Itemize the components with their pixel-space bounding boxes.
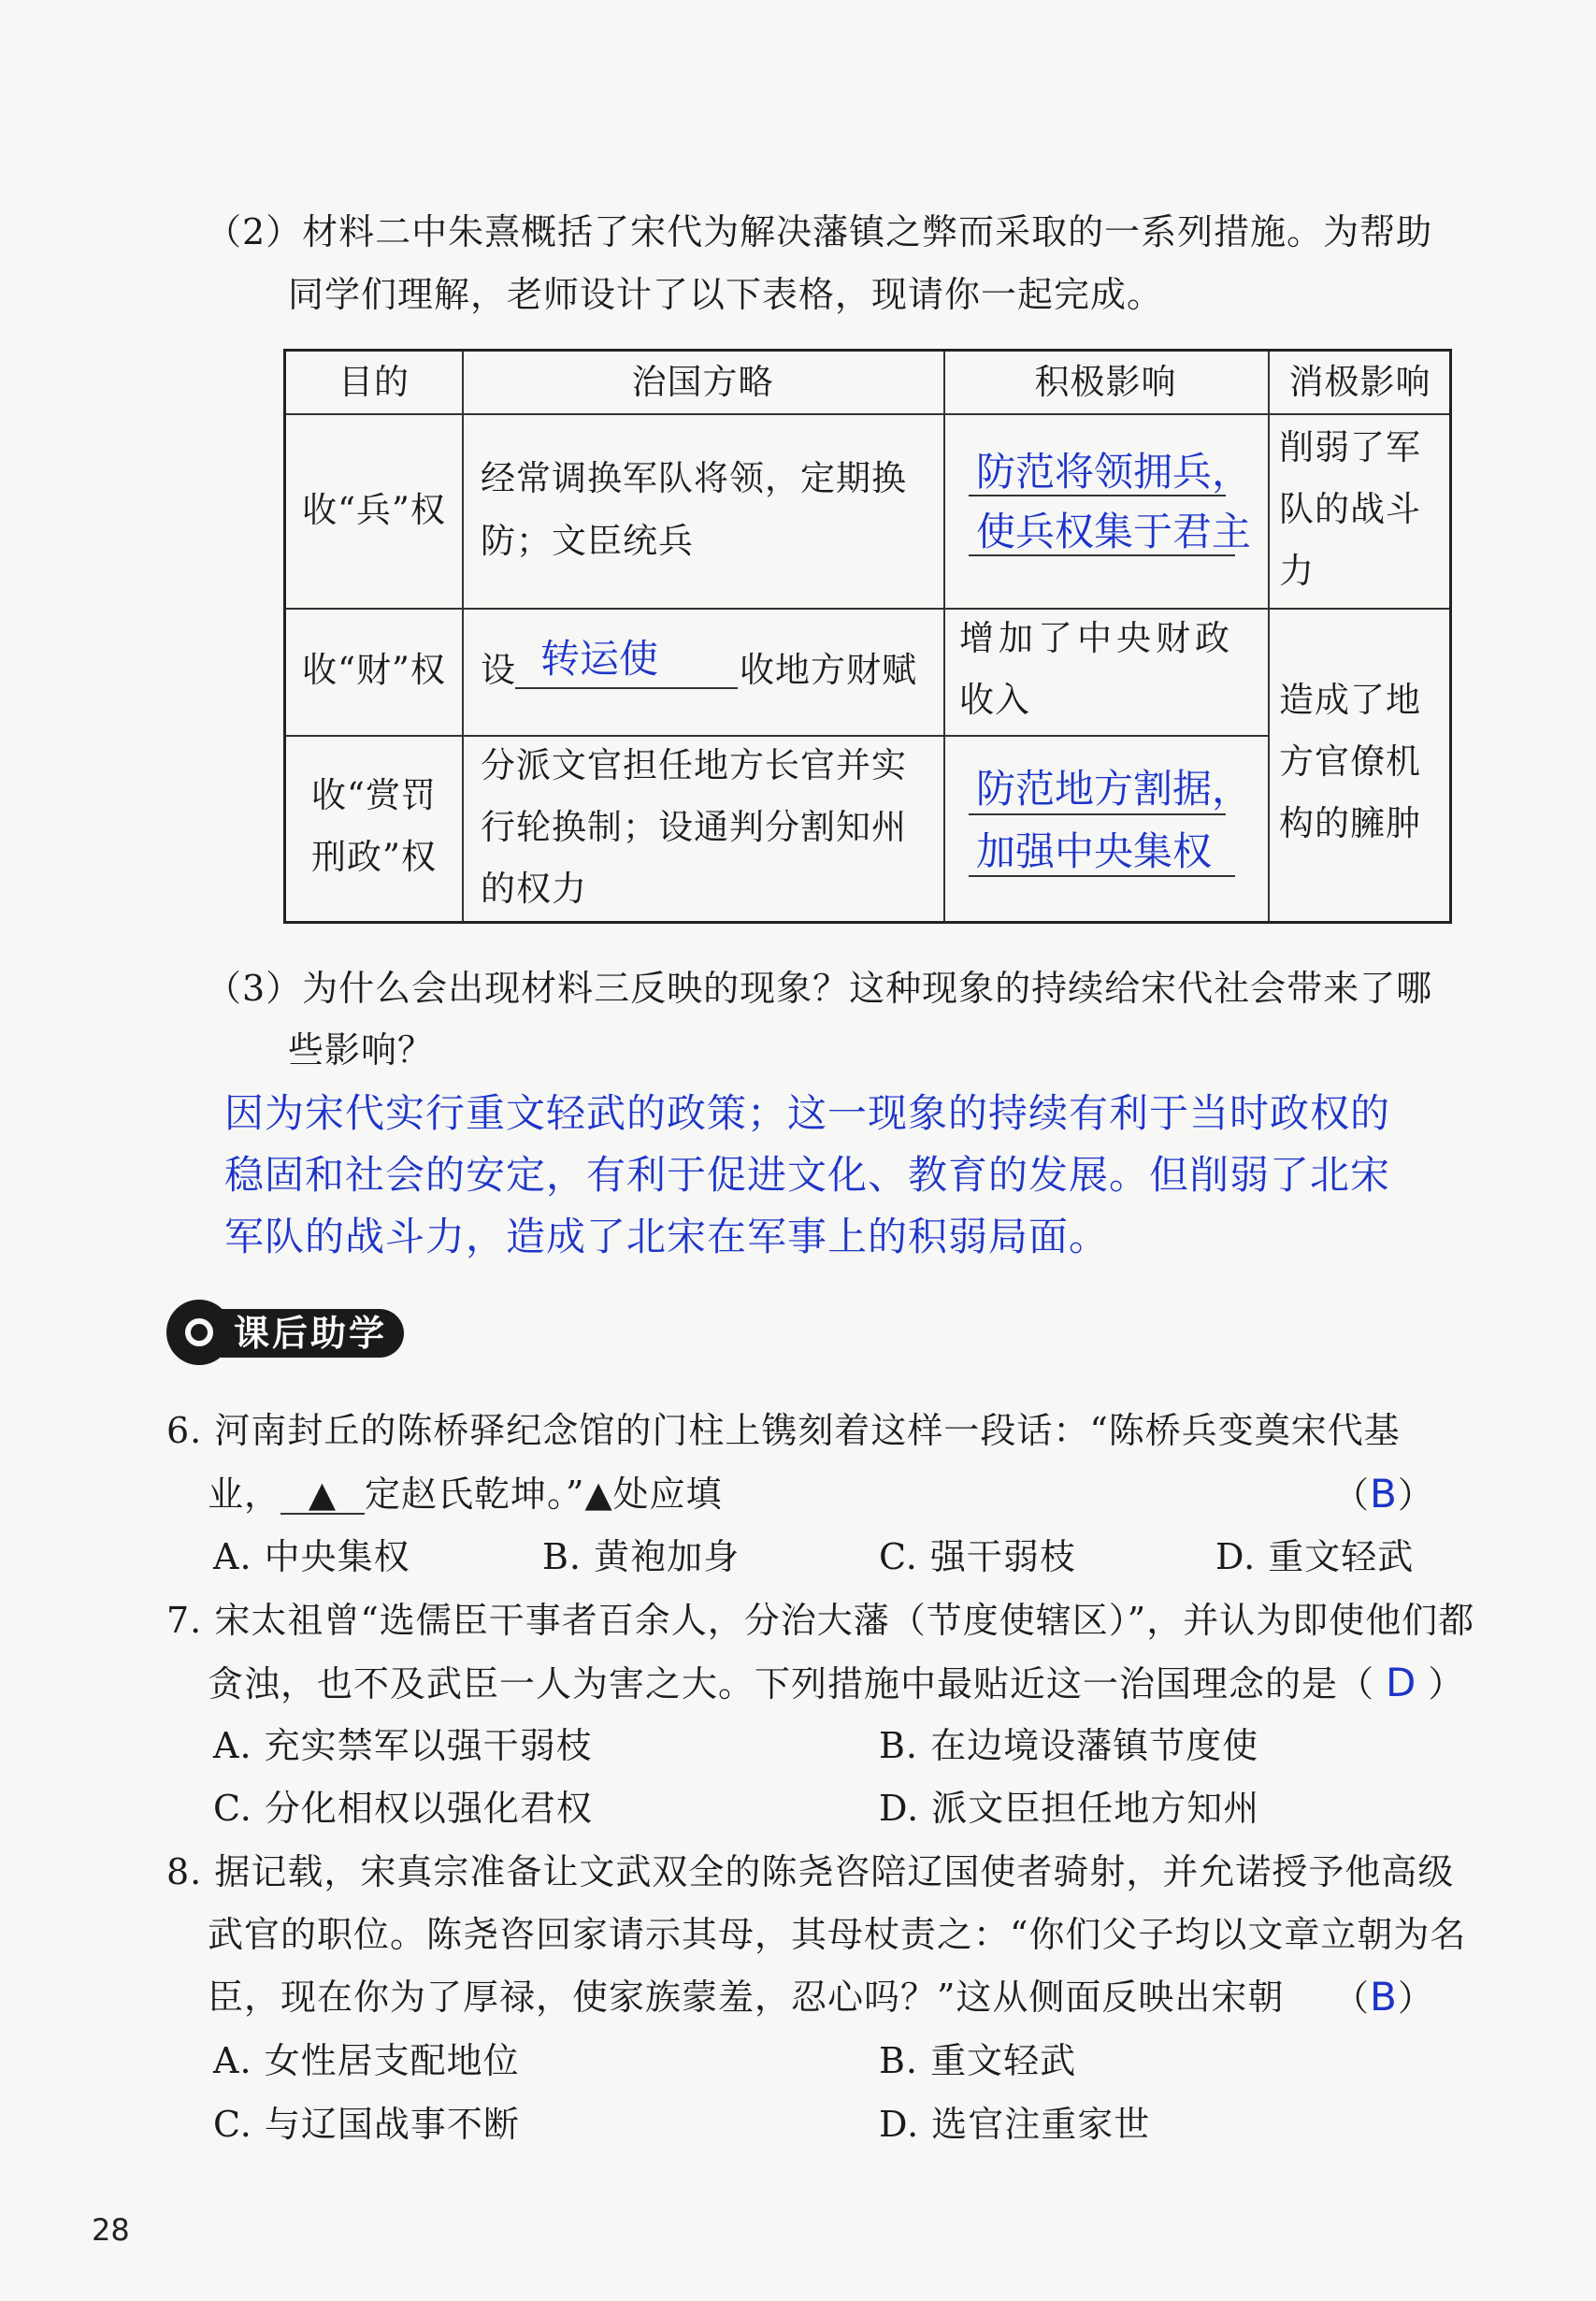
row1-strategy-2: 防；文臣统兵: [481, 521, 694, 561]
q8-option-a: A. 女性居支配地位: [213, 2040, 520, 2081]
q8-option-b: B. 重文轻武: [879, 2040, 1077, 2081]
q7-line-1: 7. 宋太祖曾“选儒臣干事者百余人，分治大藩（节度使辖区）”，并认为即使他们都: [166, 1600, 1475, 1641]
q3-answer-3: 军队的战斗力，造成了北宋在军事上的积弱局面。: [224, 1214, 1110, 1259]
q3-line-2: 些影响？: [288, 1029, 435, 1071]
q7-option-a: A. 充实禁军以强干弱枝: [213, 1725, 593, 1766]
row3-purpose-2: 刑政”权: [311, 837, 437, 877]
row1-negative-2: 队的战斗: [1279, 489, 1421, 529]
q8-option-d: D. 选官注重家世: [879, 2104, 1151, 2145]
q8-line-3: 臣，现在你为了厚禄，使家族蒙羞，忍心吗？”这从侧面反映出宋朝: [208, 1977, 1285, 2018]
q8-line-1: 8. 据记载，宋真宗准备让文武双全的陈尧咨陪辽国使者骑射，并允诺授予他高级: [166, 1851, 1455, 1892]
row3-strategy-3: 的权力: [481, 869, 587, 909]
q8-option-c: C. 与辽国战事不断: [213, 2104, 520, 2145]
q8-line-2: 武官的职位。陈尧咨回家请示其母，其母杖责之：“你们父子均以文章立朝为名: [208, 1914, 1467, 1955]
measures-table: [283, 349, 1452, 924]
q7-option-b: B. 在边境设藩镇节度使: [879, 1725, 1259, 1766]
q3-answer-2: 稳固和社会的安定，有利于促进文化、教育的发展。但削弱了北宋: [224, 1152, 1391, 1198]
q6-option-b: B. 黄袍加身: [542, 1536, 740, 1577]
row3-positive-answer-2: 加强中央集权: [976, 828, 1213, 874]
page-number: 28: [92, 2212, 130, 2248]
row2-strategy-pre: 设: [481, 650, 516, 690]
header-strategy: 治国方略: [631, 362, 774, 402]
q6-option-a: A. 中央集权: [213, 1536, 410, 1577]
row2-strategy-answer: 转运使: [540, 636, 659, 682]
q7-answer: D: [1386, 1660, 1417, 1705]
q6-answer: B: [1370, 1471, 1398, 1517]
row3-positive-answer-1: 防范地方割据，: [976, 766, 1252, 812]
row1-negative-3: 力: [1279, 551, 1315, 591]
q3-answer-1: 因为宋代实行重文轻武的政策；这一现象的持续有利于当时政权的: [224, 1090, 1391, 1136]
q2-line-1: （2）材料二中朱熹概括了宋代为解决藩镇之弊而采取的一系列措施。为帮助: [206, 211, 1433, 252]
row1-positive-answer-2: 使兵权集于君主: [976, 509, 1252, 554]
q6-option-c: C. 强干弱枝: [879, 1536, 1076, 1577]
q6-line-2: 业， ▲ 定赵氏乾坤。”▲处应填: [208, 1474, 723, 1515]
row2-positive-1: 增加了中央财政: [959, 618, 1234, 658]
q8-answer-paren: （B）: [1333, 1974, 1434, 2020]
row3-purpose-1: 收“赏罚: [311, 775, 437, 815]
q7-option-d: D. 派文臣担任地方知州: [879, 1788, 1260, 1829]
q6-line-1: 6. 河南封丘的陈桥驿纪念馆的门柱上镌刻着这样一段话：“陈桥兵变奠宋代基: [166, 1410, 1401, 1451]
q6-blank: ▲: [280, 1475, 365, 1515]
q6-option-d: D. 重文轻武: [1215, 1536, 1415, 1577]
row2-positive-2: 收入: [959, 680, 1030, 720]
row1-purpose: 收“兵”权: [302, 490, 446, 530]
row2-strategy-post: 收地方财赋: [740, 650, 917, 690]
row3-strategy-1: 分派文官担任地方长官并实: [481, 745, 907, 785]
q6-answer-paren: （B）: [1333, 1471, 1434, 1517]
merged-negative-3: 构的臃肿: [1279, 803, 1421, 843]
q8-answer: B: [1370, 1974, 1398, 2020]
header-purpose: 目的: [338, 362, 410, 402]
merged-negative-2: 方官僚机: [1279, 741, 1421, 782]
row1-strategy-1: 经常调换军队将领，定期换: [481, 458, 907, 498]
header-negative: 消极影响: [1288, 362, 1431, 402]
row2-purpose: 收“财”权: [302, 650, 446, 690]
merged-negative-1: 造成了地: [1279, 680, 1421, 720]
row3-strategy-2: 行轮换制；设通判分割知州: [481, 807, 907, 847]
q3-line-1: （3）为什么会出现材料三反映的现象？这种现象的持续给宋代社会带来了哪: [206, 968, 1433, 1009]
header-positive: 积极影响: [1034, 362, 1177, 402]
q2-line-2: 同学们理解，老师设计了以下表格，现请你一起完成。: [288, 274, 1164, 315]
section-title: 课后助学: [221, 1309, 404, 1358]
q7-line-2: 贪浊，也不及武臣一人为害之大。下列措施中最贴近这一治国理念的是（ D ）: [208, 1660, 1465, 1705]
q7-option-c: C. 分化相权以强化君权: [213, 1788, 593, 1829]
row1-positive-answer-1: 防范将领拥兵，: [976, 449, 1252, 495]
row1-negative-1: 削弱了军: [1279, 427, 1421, 467]
